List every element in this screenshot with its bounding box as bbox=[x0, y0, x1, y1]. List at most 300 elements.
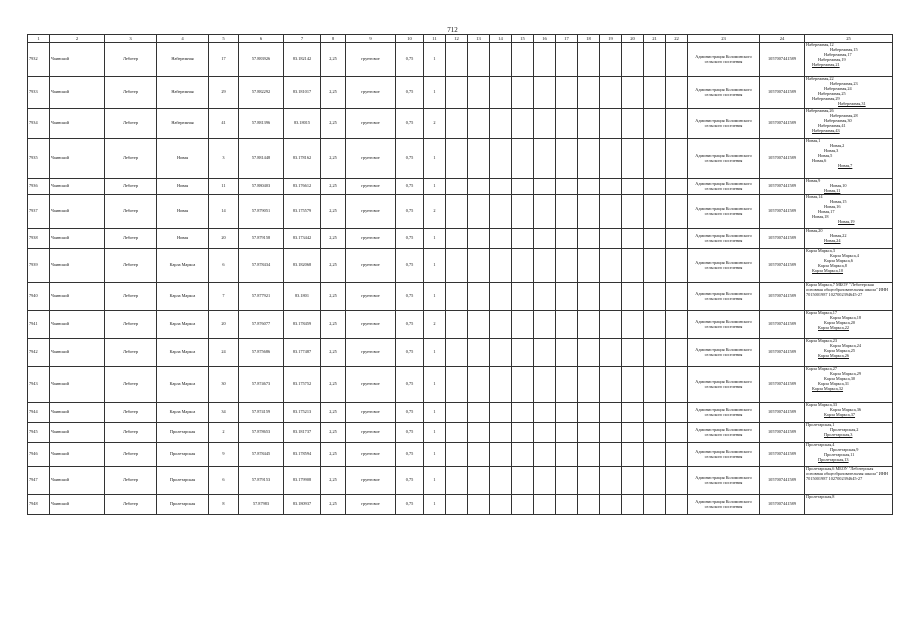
cell-count: 1 bbox=[424, 283, 446, 311]
cell-vol: 0,75 bbox=[396, 249, 424, 283]
table-row bbox=[28, 311, 893, 339]
cell-settlement: Леботер bbox=[105, 367, 157, 403]
cell-addresses bbox=[805, 311, 893, 339]
cell-empty bbox=[556, 77, 578, 109]
cell-empty bbox=[622, 403, 644, 423]
cell-empty bbox=[622, 43, 644, 77]
cell-empty bbox=[468, 495, 490, 515]
cell-count: 1 bbox=[424, 495, 446, 515]
cell-empty bbox=[446, 367, 468, 403]
cell-empty bbox=[666, 195, 688, 229]
header-cell: 2 bbox=[50, 35, 105, 43]
header-cell: 17 bbox=[556, 35, 578, 43]
cell-lon: 83.178162 bbox=[284, 139, 321, 179]
cell-empty bbox=[490, 139, 512, 179]
cell-empty bbox=[490, 311, 512, 339]
cell-n: 7943 bbox=[28, 367, 50, 403]
cell-empty bbox=[600, 229, 622, 249]
cell-lon: 83.182142 bbox=[284, 43, 321, 77]
cell-org: Администрация Коломинского сельского поселения bbox=[688, 311, 760, 339]
address-line: Новая,15 bbox=[830, 199, 847, 204]
cell-house: 6 bbox=[209, 249, 239, 283]
cell-count: 1 bbox=[424, 403, 446, 423]
address-line: Карла Маркса,31 bbox=[818, 381, 850, 386]
cell-empty bbox=[490, 109, 512, 139]
cell-street: Новая bbox=[157, 179, 209, 195]
cell-org: Администрация Коломинского сельского поселения bbox=[688, 179, 760, 195]
cell-empty bbox=[556, 311, 578, 339]
cell-addresses bbox=[805, 195, 893, 229]
cell-empty bbox=[666, 249, 688, 283]
cell-house: 24 bbox=[209, 339, 239, 367]
cell-addresses bbox=[805, 339, 893, 367]
cell-addresses bbox=[805, 423, 893, 443]
cell-lon: 83.173442 bbox=[284, 229, 321, 249]
cell-count: 1 bbox=[424, 77, 446, 109]
cell-empty bbox=[512, 179, 534, 195]
cell-empty bbox=[600, 195, 622, 229]
cell-settlement: Леботер bbox=[105, 109, 157, 139]
cell-ogrn: 1057007441589 bbox=[760, 229, 805, 249]
cell-n: 7934 bbox=[28, 109, 50, 139]
address-line: Карла Маркса,10 bbox=[812, 268, 844, 273]
cell-district: Чаинский bbox=[50, 495, 105, 515]
cell-settlement: Леботер bbox=[105, 229, 157, 249]
cell-empty bbox=[578, 423, 600, 443]
cell-empty bbox=[534, 339, 556, 367]
cell-empty bbox=[578, 77, 600, 109]
cell-lon: 83.175752 bbox=[284, 367, 321, 403]
address-line: Карла Маркса,4 bbox=[830, 253, 859, 258]
cell-lon: 83.1801 bbox=[284, 283, 321, 311]
cell-surface: грунтовое bbox=[346, 311, 396, 339]
cell-n: 7948 bbox=[28, 495, 50, 515]
address-line: Набережная,19 bbox=[818, 57, 846, 62]
cell-empty bbox=[578, 109, 600, 139]
cell-empty bbox=[556, 109, 578, 139]
cell-vol: 0,75 bbox=[396, 77, 424, 109]
cell-empty bbox=[578, 467, 600, 495]
table-row bbox=[28, 467, 893, 495]
cell-empty bbox=[556, 339, 578, 367]
cell-empty bbox=[578, 367, 600, 403]
cell-house: 14 bbox=[209, 195, 239, 229]
cell-empty bbox=[512, 109, 534, 139]
cell-district: Чаинский bbox=[50, 77, 105, 109]
cell-surface: грунтовое bbox=[346, 495, 396, 515]
cell-empty bbox=[512, 495, 534, 515]
cell-vol: 0,75 bbox=[396, 423, 424, 443]
cell-empty bbox=[468, 283, 490, 311]
cell-n: 7935 bbox=[28, 139, 50, 179]
cell-street: Набережная bbox=[157, 43, 209, 77]
cell-count: 1 bbox=[424, 139, 446, 179]
cell-empty bbox=[534, 403, 556, 423]
cell-house: 6 bbox=[209, 467, 239, 495]
cell-vol: 0,75 bbox=[396, 311, 424, 339]
cell-lat: 57.881448 bbox=[239, 139, 284, 179]
address-line: Набережная,23 bbox=[830, 81, 858, 86]
header-cell: 25 bbox=[805, 35, 893, 43]
cell-empty bbox=[512, 423, 534, 443]
cell-vol: 0,75 bbox=[396, 43, 424, 77]
cell-area: 2,25 bbox=[321, 311, 346, 339]
cell-empty bbox=[468, 339, 490, 367]
cell-empty bbox=[468, 139, 490, 179]
cell-street: Новая bbox=[157, 139, 209, 179]
cell-org: Администрация Коломинского сельского поселения bbox=[688, 443, 760, 467]
cell-lon: 83.181017 bbox=[284, 77, 321, 109]
cell-empty bbox=[644, 109, 666, 139]
cell-empty bbox=[468, 467, 490, 495]
cell-empty bbox=[600, 139, 622, 179]
cell-ogrn: 1057007441589 bbox=[760, 495, 805, 515]
cell-empty bbox=[600, 109, 622, 139]
cell-addresses bbox=[805, 495, 893, 515]
address-line: Карла Маркса,22 bbox=[818, 325, 850, 330]
cell-empty bbox=[666, 139, 688, 179]
cell-empty bbox=[666, 367, 688, 403]
cell-addresses bbox=[805, 77, 893, 109]
header-cell: 23 bbox=[688, 35, 760, 43]
cell-house: 20 bbox=[209, 229, 239, 249]
cell-surface: грунтовое bbox=[346, 77, 396, 109]
cell-settlement: Леботер bbox=[105, 423, 157, 443]
address-line: Новая,3 bbox=[824, 148, 839, 153]
cell-lon: 83.181737 bbox=[284, 423, 321, 443]
cell-empty bbox=[644, 77, 666, 109]
cell-vol: 0,75 bbox=[396, 195, 424, 229]
cell-ogrn: 1057007441589 bbox=[760, 367, 805, 403]
cell-empty bbox=[556, 43, 578, 77]
table-row bbox=[28, 77, 893, 109]
table-row bbox=[28, 495, 893, 515]
cell-settlement: Леботер bbox=[105, 467, 157, 495]
registry-table bbox=[27, 34, 893, 515]
cell-empty bbox=[600, 443, 622, 467]
cell-settlement: Леботер bbox=[105, 403, 157, 423]
cell-empty bbox=[622, 139, 644, 179]
cell-n: 7944 bbox=[28, 403, 50, 423]
cell-ogrn: 1057007441589 bbox=[760, 43, 805, 77]
cell-district: Чаинский bbox=[50, 283, 105, 311]
address-line: Карла Маркса,30 bbox=[824, 376, 856, 381]
cell-empty bbox=[468, 403, 490, 423]
cell-lat: 57.879153 bbox=[239, 467, 284, 495]
table-row bbox=[28, 195, 893, 229]
cell-lon: 83.18015 bbox=[284, 109, 321, 139]
cell-street: Пролетарская bbox=[157, 467, 209, 495]
cell-empty bbox=[622, 311, 644, 339]
header-cell: 3 bbox=[105, 35, 157, 43]
cell-district: Чаинский bbox=[50, 367, 105, 403]
cell-empty bbox=[600, 367, 622, 403]
cell-org: Администрация Коломинского сельского поселения bbox=[688, 229, 760, 249]
cell-street: Новая bbox=[157, 195, 209, 229]
cell-empty bbox=[446, 339, 468, 367]
header-cell: 22 bbox=[666, 35, 688, 43]
table-row bbox=[28, 403, 893, 423]
cell-n: 7932 bbox=[28, 43, 50, 77]
cell-settlement: Леботер bbox=[105, 77, 157, 109]
header-cell: 1 bbox=[28, 35, 50, 43]
header-cell: 19 bbox=[600, 35, 622, 43]
cell-empty bbox=[600, 43, 622, 77]
cell-vol: 0,75 bbox=[396, 339, 424, 367]
cell-empty bbox=[446, 195, 468, 229]
address-line: Набережная,25 bbox=[818, 91, 846, 96]
cell-settlement: Леботер bbox=[105, 495, 157, 515]
cell-empty bbox=[600, 77, 622, 109]
address-line: Карла Маркса,27 bbox=[806, 367, 838, 371]
cell-empty bbox=[644, 423, 666, 443]
cell-area: 2,25 bbox=[321, 179, 346, 195]
table-row bbox=[28, 423, 893, 443]
cell-district: Чаинский bbox=[50, 443, 105, 467]
cell-empty bbox=[490, 467, 512, 495]
cell-empty bbox=[490, 443, 512, 467]
cell-district: Чаинский bbox=[50, 229, 105, 249]
cell-lon: 83.176612 bbox=[284, 179, 321, 195]
cell-empty bbox=[644, 283, 666, 311]
header-cell: 11 bbox=[424, 35, 446, 43]
cell-surface: грунтовое bbox=[346, 139, 396, 179]
cell-empty bbox=[556, 403, 578, 423]
cell-district: Чаинский bbox=[50, 467, 105, 495]
address-line: Набережная,22 bbox=[806, 77, 834, 81]
cell-n: 7937 bbox=[28, 195, 50, 229]
address-line: Пролетарская,13 bbox=[818, 457, 849, 462]
cell-house: 9 bbox=[209, 443, 239, 467]
cell-org: Администрация Коломинского сельского поселения bbox=[688, 43, 760, 77]
cell-empty bbox=[468, 443, 490, 467]
cell-empty bbox=[490, 229, 512, 249]
cell-addresses bbox=[805, 367, 893, 403]
cell-empty bbox=[446, 283, 468, 311]
cell-district: Чаинский bbox=[50, 403, 105, 423]
cell-district: Чаинский bbox=[50, 249, 105, 283]
cell-empty bbox=[534, 109, 556, 139]
table-row bbox=[28, 367, 893, 403]
cell-vol: 0,75 bbox=[396, 229, 424, 249]
cell-empty bbox=[490, 43, 512, 77]
cell-street: Пролетарская bbox=[157, 423, 209, 443]
cell-empty bbox=[666, 339, 688, 367]
address-text: Пролетарская,6 МБОУ "Леботерская основная общеобразовательная школа" ИНН 7015001987 1027002394645-27 bbox=[806, 466, 889, 481]
cell-district: Чаинский bbox=[50, 311, 105, 339]
cell-lon: 83.178459 bbox=[284, 311, 321, 339]
cell-area: 2,25 bbox=[321, 77, 346, 109]
cell-district: Чаинский bbox=[50, 43, 105, 77]
cell-empty bbox=[600, 179, 622, 195]
cell-empty bbox=[578, 195, 600, 229]
cell-empty bbox=[622, 443, 644, 467]
cell-surface: грунтовое bbox=[346, 423, 396, 443]
cell-empty bbox=[490, 495, 512, 515]
address-line: Карла Маркса,6 bbox=[824, 258, 853, 263]
address-line: Пролетарская,8 bbox=[806, 495, 835, 499]
cell-surface: грунтовое bbox=[346, 109, 396, 139]
cell-empty bbox=[512, 229, 534, 249]
header-cell: 5 bbox=[209, 35, 239, 43]
cell-settlement: Леботер bbox=[105, 43, 157, 77]
cell-street: Карла Маркса bbox=[157, 283, 209, 311]
cell-empty bbox=[666, 179, 688, 195]
cell-house: 2 bbox=[209, 423, 239, 443]
cell-empty bbox=[446, 443, 468, 467]
address-line: Карла Маркса,37 bbox=[824, 412, 856, 417]
cell-empty bbox=[446, 311, 468, 339]
address-line: Пролетарская,11 bbox=[824, 452, 855, 457]
cell-empty bbox=[644, 195, 666, 229]
header-row bbox=[28, 35, 893, 43]
cell-empty bbox=[600, 283, 622, 311]
cell-empty bbox=[644, 179, 666, 195]
cell-addresses bbox=[805, 139, 893, 179]
cell-n: 7939 bbox=[28, 249, 50, 283]
cell-count: 2 bbox=[424, 311, 446, 339]
cell-empty bbox=[534, 195, 556, 229]
cell-settlement: Леботер bbox=[105, 249, 157, 283]
cell-empty bbox=[490, 283, 512, 311]
cell-surface: грунтовое bbox=[346, 229, 396, 249]
cell-street: Набережная bbox=[157, 77, 209, 109]
cell-empty bbox=[578, 443, 600, 467]
cell-area: 2,25 bbox=[321, 43, 346, 77]
cell-empty bbox=[578, 43, 600, 77]
cell-empty bbox=[578, 139, 600, 179]
cell-lat: 57.878653 bbox=[239, 423, 284, 443]
cell-house: 41 bbox=[209, 109, 239, 139]
cell-empty bbox=[446, 179, 468, 195]
cell-empty bbox=[490, 77, 512, 109]
cell-lat: 57.87983 bbox=[239, 495, 284, 515]
address-line: Пролетарская,2 bbox=[830, 427, 859, 432]
cell-org: Администрация Коломинского сельского поселения bbox=[688, 283, 760, 311]
cell-empty bbox=[578, 249, 600, 283]
cell-empty bbox=[666, 109, 688, 139]
header-cell: 21 bbox=[644, 35, 666, 43]
address-line: Набережная,28 bbox=[830, 113, 858, 118]
cell-lat: 57.875686 bbox=[239, 339, 284, 367]
cell-area: 2,25 bbox=[321, 339, 346, 367]
cell-empty bbox=[490, 249, 512, 283]
cell-area: 2,25 bbox=[321, 423, 346, 443]
cell-empty bbox=[556, 423, 578, 443]
cell-addresses bbox=[805, 443, 893, 467]
cell-empty bbox=[468, 423, 490, 443]
cell-empty bbox=[468, 195, 490, 229]
cell-settlement: Леботер bbox=[105, 179, 157, 195]
address-line: Набережная,30 bbox=[824, 118, 852, 123]
cell-street: Набережная bbox=[157, 109, 209, 139]
cell-area: 2,25 bbox=[321, 443, 346, 467]
cell-lat: 57.878434 bbox=[239, 249, 284, 283]
cell-empty bbox=[644, 443, 666, 467]
cell-settlement: Леботер bbox=[105, 339, 157, 367]
address-line: Пролетарская,4 bbox=[806, 443, 835, 447]
cell-area: 2,25 bbox=[321, 467, 346, 495]
cell-org: Администрация Коломинского сельского поселения bbox=[688, 109, 760, 139]
cell-empty bbox=[622, 495, 644, 515]
cell-empty bbox=[512, 139, 534, 179]
address-line: Новая,17 bbox=[818, 209, 835, 214]
address-line: Набережная,31 bbox=[838, 101, 866, 106]
cell-empty bbox=[468, 311, 490, 339]
cell-empty bbox=[578, 403, 600, 423]
cell-empty bbox=[512, 195, 534, 229]
cell-surface: грунтовое bbox=[346, 467, 396, 495]
page-number: 712 bbox=[447, 26, 458, 34]
header-cell: 15 bbox=[512, 35, 534, 43]
cell-area: 2,25 bbox=[321, 139, 346, 179]
address-line: Карла Маркса,17 bbox=[806, 311, 838, 315]
cell-org: Администрация Коломинского сельского поселения bbox=[688, 249, 760, 283]
cell-empty bbox=[512, 249, 534, 283]
cell-ogrn: 1057007441589 bbox=[760, 139, 805, 179]
table-row bbox=[28, 249, 893, 283]
cell-empty bbox=[666, 283, 688, 311]
cell-empty bbox=[446, 77, 468, 109]
cell-ogrn: 1057007441589 bbox=[760, 283, 805, 311]
cell-empty bbox=[622, 283, 644, 311]
cell-count: 1 bbox=[424, 443, 446, 467]
cell-street: Карла Маркса bbox=[157, 311, 209, 339]
cell-empty bbox=[600, 403, 622, 423]
cell-surface: грунтовое bbox=[346, 195, 396, 229]
header-cell: 7 bbox=[284, 35, 321, 43]
address-line: Набережная,24 bbox=[824, 86, 852, 91]
cell-empty bbox=[446, 139, 468, 179]
cell-settlement: Леботер bbox=[105, 139, 157, 179]
cell-lat: 57.880403 bbox=[239, 179, 284, 195]
address-line: Карла Маркса,18 bbox=[830, 315, 862, 320]
cell-empty bbox=[534, 443, 556, 467]
cell-count: 1 bbox=[424, 179, 446, 195]
cell-addresses bbox=[805, 283, 893, 311]
cell-empty bbox=[446, 423, 468, 443]
cell-empty bbox=[446, 229, 468, 249]
cell-org: Администрация Коломинского сельского поселения bbox=[688, 467, 760, 495]
cell-count: 1 bbox=[424, 367, 446, 403]
cell-empty bbox=[578, 283, 600, 311]
cell-street: Карла Маркса bbox=[157, 339, 209, 367]
cell-ogrn: 1057007441589 bbox=[760, 467, 805, 495]
address-line: Набережная,29 bbox=[812, 96, 840, 101]
cell-empty bbox=[446, 109, 468, 139]
cell-empty bbox=[644, 43, 666, 77]
cell-ogrn: 1057007441589 bbox=[760, 311, 805, 339]
address-line: Новая,1 bbox=[806, 139, 821, 143]
cell-empty bbox=[512, 467, 534, 495]
address-line: Карла Маркса,25 bbox=[824, 348, 856, 353]
cell-empty bbox=[468, 229, 490, 249]
cell-empty bbox=[666, 311, 688, 339]
cell-empty bbox=[512, 403, 534, 423]
cell-empty bbox=[556, 283, 578, 311]
cell-empty bbox=[578, 495, 600, 515]
cell-empty bbox=[512, 443, 534, 467]
cell-addresses bbox=[805, 403, 893, 423]
cell-empty bbox=[622, 77, 644, 109]
cell-org: Администрация Коломинского сельского поселения bbox=[688, 403, 760, 423]
cell-n: 7940 bbox=[28, 283, 50, 311]
address-line: Набережная,17 bbox=[824, 52, 852, 57]
cell-empty bbox=[644, 403, 666, 423]
cell-count: 1 bbox=[424, 467, 446, 495]
cell-empty bbox=[556, 179, 578, 195]
cell-ogrn: 1057007441589 bbox=[760, 179, 805, 195]
